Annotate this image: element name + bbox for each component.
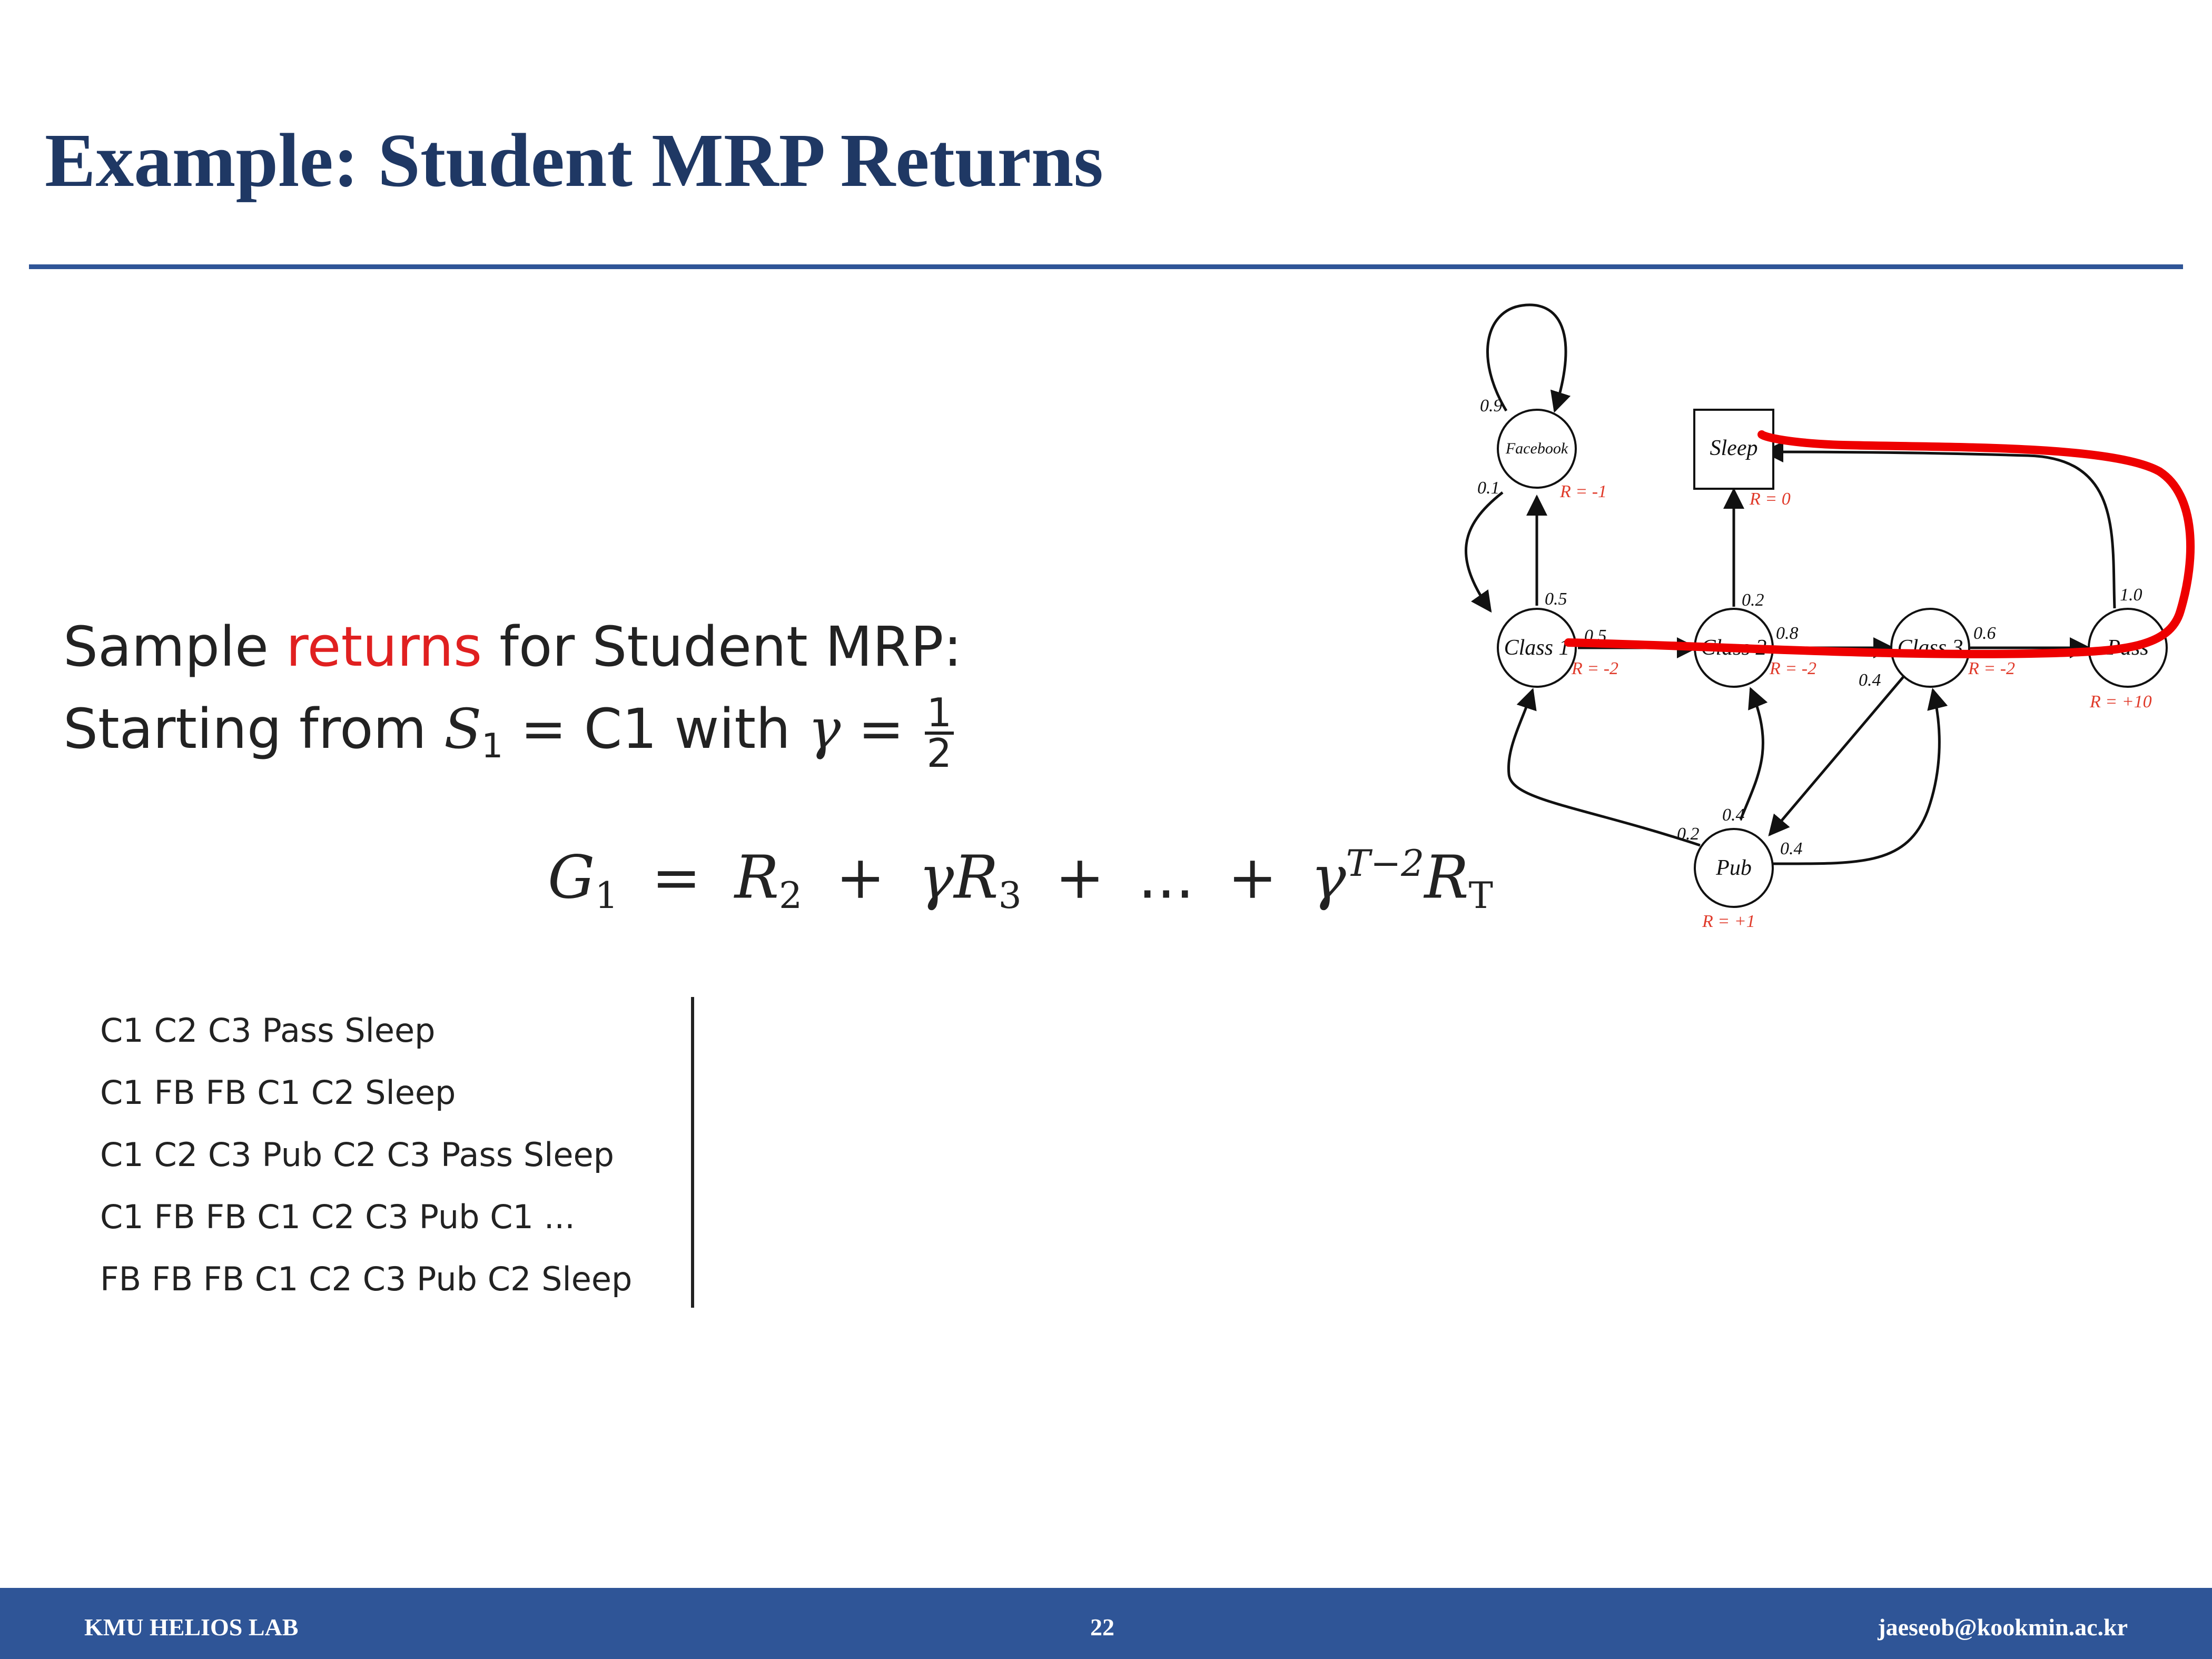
- prob-pass-to-sleep: 1.0: [2120, 585, 2142, 605]
- returns-keyword: returns: [286, 615, 482, 679]
- prob-pub-to-c2: 0.4: [1722, 805, 1745, 825]
- sample-suffix: for Student MRP:: [482, 615, 962, 679]
- start-state-var: S: [444, 697, 482, 761]
- prob-c2-to-c3: 0.8: [1776, 624, 1799, 643]
- formula-t2-sub: 3: [998, 875, 1022, 917]
- highlight-path-stroke: [1568, 434, 2190, 654]
- start-state-sub: 1: [481, 726, 503, 766]
- label-sleep: Sleep: [1710, 436, 1758, 460]
- label-facebook: Facebook: [1505, 440, 1568, 457]
- formula-dots: ...: [1138, 843, 1194, 912]
- prob-c2-to-sleep: 0.2: [1742, 590, 1764, 610]
- prob-c3-to-pass: 0.6: [1973, 624, 1996, 643]
- reward-class2: R = -2: [1770, 659, 1817, 678]
- edge-pub-to-c3: [1772, 690, 1939, 864]
- reward-pass: R = +10: [2090, 692, 2152, 712]
- edge-fb-self: [1487, 305, 1566, 411]
- reward-pub: R = +1: [1702, 912, 1755, 931]
- episode-4: C1 FB FB C1 C2 C3 Pub C1 ...: [100, 1198, 575, 1236]
- frac-denominator: 2: [926, 730, 952, 776]
- label-class1: Class 1: [1504, 636, 1570, 660]
- reward-class1: R = -2: [1572, 659, 1619, 678]
- reward-class3: R = -2: [1968, 659, 2016, 678]
- episode-1: C1 C2 C3 Pass Sleep: [100, 1011, 436, 1050]
- node-labels: [1504, 436, 2149, 880]
- formula-plus-1: +: [835, 843, 885, 912]
- footer-page-number: 22: [1090, 1614, 1114, 1641]
- start-eq: = C1 with: [503, 697, 808, 761]
- edge-pass-to-sleep: [1764, 452, 2115, 608]
- start-prefix: Starting from: [63, 697, 445, 761]
- title-divider: [29, 264, 2183, 269]
- edge-fb-to-c1: [1466, 492, 1503, 611]
- footer-email: jaeseob@kookmin.ac.kr: [1878, 1614, 2128, 1641]
- prob-c3-to-pub: 0.4: [1859, 670, 1881, 690]
- episode-5: FB FB FB C1 C2 C3 Pub C2 Sleep: [100, 1260, 633, 1298]
- reward-labels: [1559, 482, 2152, 931]
- return-formula: [548, 843, 1493, 917]
- label-class2: Class 2: [1701, 636, 1767, 660]
- episode-2: C1 FB FB C1 C2 Sleep: [100, 1073, 456, 1112]
- slide-title: Example: Student MRP Returns: [45, 118, 1103, 203]
- prob-pub-to-c1: 0.2: [1677, 824, 1700, 844]
- formula-t3-sup: T−2: [1346, 843, 1425, 885]
- sample-line-2: [63, 688, 962, 787]
- formula-t3: R: [1424, 843, 1469, 912]
- gamma-eq: =: [841, 697, 922, 761]
- prob-fb-to-c1: 0.1: [1477, 478, 1500, 498]
- edge-pub-to-c2: [1741, 689, 1763, 819]
- formula-t2-gamma: γ: [919, 843, 954, 912]
- prob-pub-to-c3: 0.4: [1780, 839, 1803, 858]
- label-class3: Class 3: [1897, 636, 1963, 660]
- formula-t3-gamma: γ: [1310, 843, 1346, 912]
- reward-sleep: R = 0: [1750, 489, 1791, 509]
- episode-3: C1 C2 C3 Pub C2 C3 Pass Sleep: [100, 1135, 615, 1174]
- reward-facebook: R = -1: [1560, 482, 1607, 501]
- formula-plus-3: +: [1228, 843, 1278, 912]
- formula-lhs-sub: 1: [595, 875, 618, 917]
- prob-c1-to-fb: 0.5: [1545, 589, 1567, 609]
- gamma-fraction: [925, 689, 954, 776]
- student-mrp-diagram: [1422, 284, 2212, 995]
- gamma-symbol: γ: [808, 697, 841, 761]
- formula-t1: R: [734, 843, 779, 912]
- sample-episodes: [100, 1000, 632, 1310]
- formula-eq: =: [651, 843, 702, 912]
- transition-edges: [1466, 305, 2115, 864]
- formula-t1-sub: 2: [779, 875, 803, 917]
- label-pass: Pass: [2107, 636, 2149, 660]
- slide-footer: [0, 1588, 2212, 1659]
- sample-returns-text: [63, 606, 962, 787]
- footer-lab-name: KMU HELIOS LAB: [84, 1614, 299, 1641]
- formula-plus-2: +: [1055, 843, 1105, 912]
- episodes-divider: [691, 997, 694, 1308]
- edge-pub-to-c1: [1508, 690, 1700, 845]
- prob-fb-self: 0.9: [1480, 396, 1503, 416]
- label-pub: Pub: [1716, 856, 1752, 880]
- sample-line-1: [63, 606, 962, 688]
- edge-c3-to-pub: [1770, 676, 1904, 835]
- formula-t3-sub: T: [1468, 875, 1493, 917]
- formula-lhs: G: [548, 843, 595, 912]
- formula-t2: R: [954, 843, 999, 912]
- prob-c1-to-c2: 0.5: [1584, 626, 1607, 646]
- frac-numerator: 1: [925, 694, 954, 735]
- sample-prefix: Sample: [63, 615, 287, 679]
